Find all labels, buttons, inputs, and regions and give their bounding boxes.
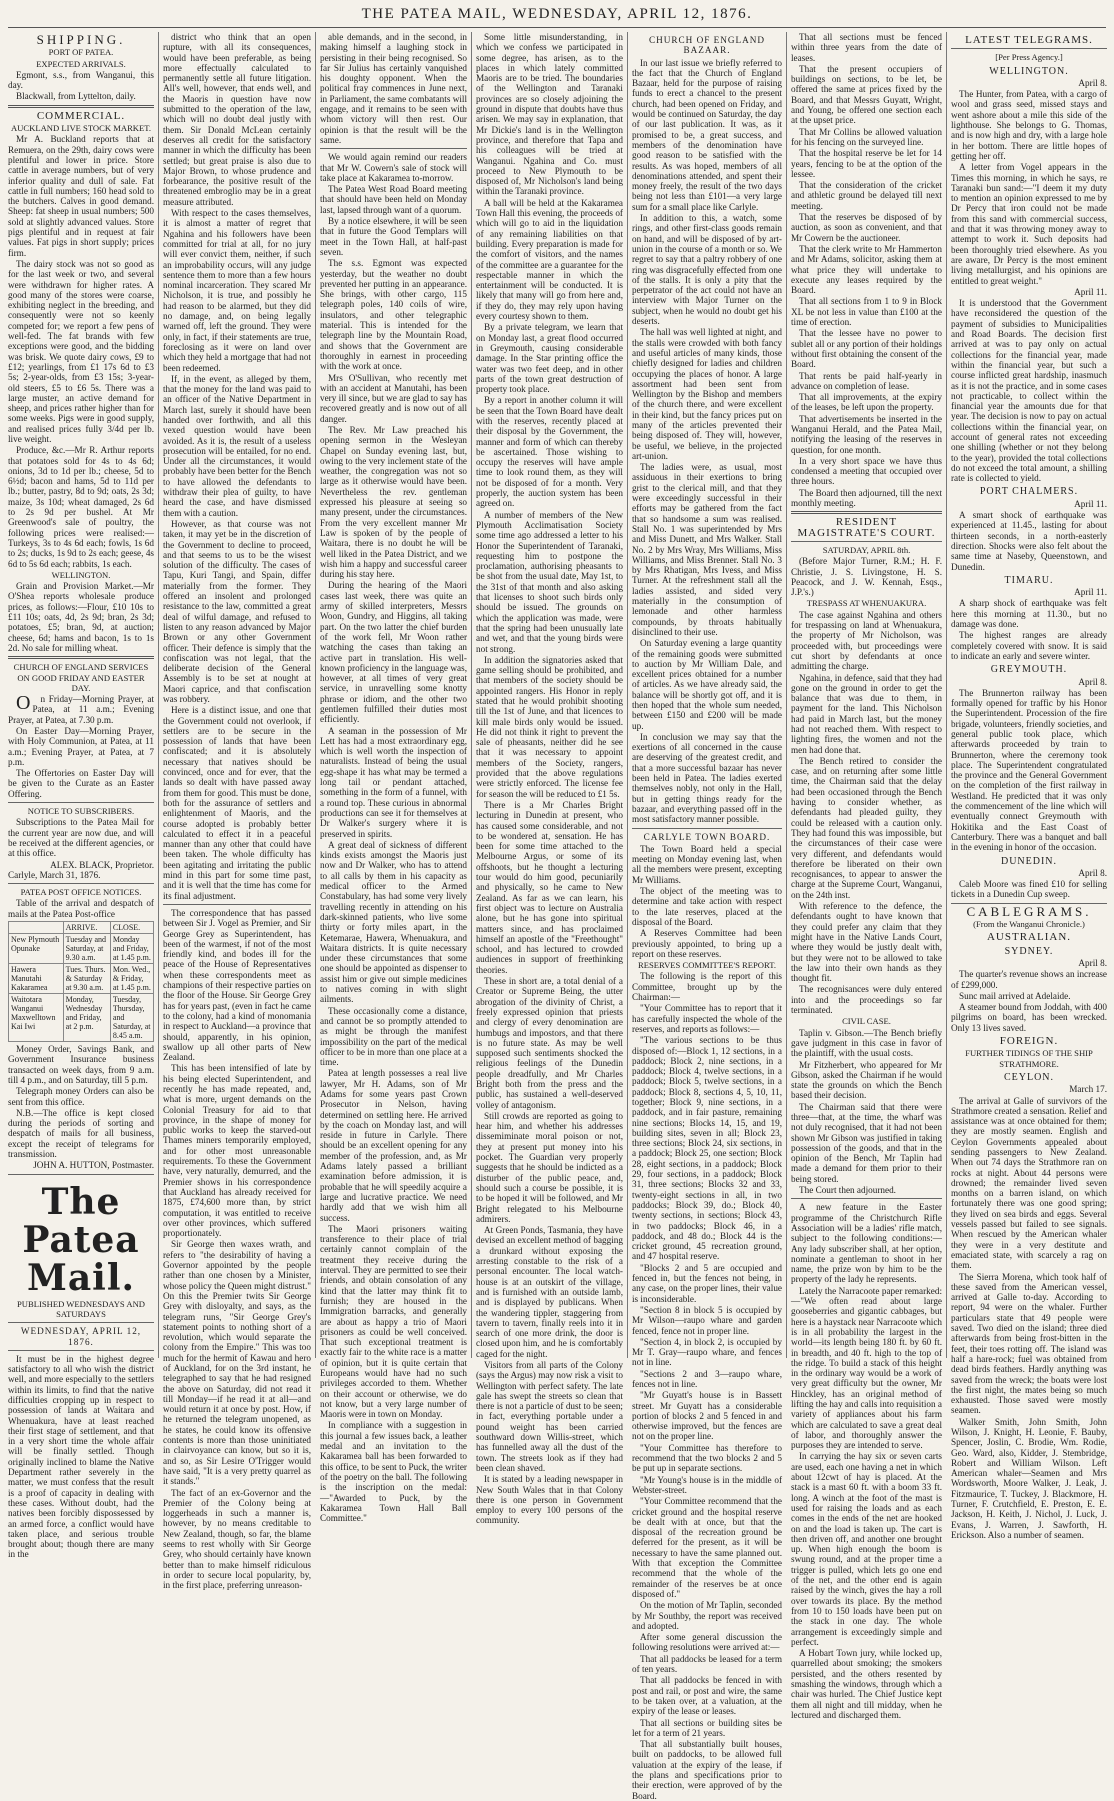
paragraph: In addition the signatories asked that game selling should be prohibited, and that members of the society should be appointed rangers. His Honor in reply stated that he would prohibit shooting till the 1st of June, and that licences to kill male birds only would be issued. He did not think it right to prevent the sale of pheasants, neither did he see that it was necessary to appoint members of the Society, rangers, provided that the above regulations were strictly enforced. The license fee for season the will be reduced to £1 5s. (476, 654, 623, 799)
divider (8, 656, 154, 659)
paragraph: The Hunter, from Patea, with a cargo of wool and grass seed, missed stays and went ashore about a mile this side of the lighthouse. She belongs to G. Thomas, and is now high and dry, with a large hole in her bottom. There are little hopes of getting her off. (951, 89, 1107, 161)
paragraph: Money Order, Savings Bank, and Government Insurance business transacted on week days, from 9 a.m. till 4 p.m., and on Saturday, till 5 p.m. (8, 1044, 154, 1085)
paragraph: There is a Mr Charles Bright lecturing in Dunedin at present, who has caused some considerable, and not to be wondered at, sensation. He has been for some time attached to the Melbourne Argus, or some of its offshoots, but he thought a lecturing tour would do him good, pecuniarily and physically, so he came to New Zealand. As far as we can learn, his first object was to lecture on Australia alone, but he has gone into spiritual matters since, and has proclaimed himself an apostle of the "Freethought" school, and has lectured to crowded audiences in support of freethinking theories. (476, 799, 623, 975)
divider (8, 1322, 154, 1323)
paragraph: Walker Smith, John Smith, John Wilson, J. Knight, H. Leonie, F. Bauby, Spencer, Joslin, C. Brodie, Wm. Rodie, Geo. Ward, also, Kidder, J. Stembridge, Robert and William Wilson. Left American whaler—Seamen and Mrs Wordsworth, Moore Walker, J. Leak, J. Fitzmaurice, T. Tuckey, J. Blackmore, H. Turner, F. Crutchfield, E. Preston, E. E. Jackson, H. Keith, J. Nichol, J. Luck, J. Evans, J. Warren, J. Sawforth, H. Erickson. Also a number of seamen. (951, 1416, 1107, 1540)
strathmore-heading: FURTHER TIDINGS OF THE SHIP STRATHMORE. (965, 1048, 1093, 1069)
paragraph: By a notice elsewhere, it will be seen that in future the Good Templars will meet in the Town Hall, at half-past seven. (320, 216, 467, 257)
divider (8, 1174, 154, 1175)
paragraph: A Reserves Committee had been previously appointed, to bring up a report on these reserves. (632, 928, 782, 959)
paragraph: Table of the arrival and despatch of mails at the Patea Post-office (8, 898, 154, 919)
paragraph: That all paddocks be fenced in with post and rail, or post and wire, the same to be taken over, at a valuation, at the expiry of the lease or leases. (632, 1675, 782, 1717)
wellington-heading: WELLINGTON. (51, 569, 111, 580)
paragraph: Caleb Moore was fined £10 for selling tickets in a Dunedin Cup sweep. (951, 879, 1107, 900)
column-divider (627, 32, 628, 1358)
paragraph: Mrs O'Sullivan, who recently met with an accident at Manutahi, has been very ill since, but we are glad to say has recovered greatly and is now out of all danger. (320, 372, 467, 424)
column-7 (951, 32, 1107, 1540)
paragraph: "Your Committee has therefore to recommend that the two blocks 2 and 5 be put up in separate sections. (632, 1442, 782, 1474)
paragraph: Ngahina, in defence, said that they had gone on the ground in order to get the balance that was due to them, in payment for the land. This Nicholson had paid in March last, but the money had not reached them. With respect to lighting fires, the women and not the men had done that. (791, 672, 942, 755)
paragraph: That all sections from 1 to 9 in Block XL be not less in value than £100 at the time of erection. (791, 296, 942, 328)
paragraph: "Mr Young's house is in the middle of Webster-street. (632, 1474, 782, 1495)
paragraph: That the reserves be disposed of by auction, as soon as convenient, and that Mr Cowern be the auctioneer. (791, 212, 942, 243)
column-divider (786, 32, 787, 1358)
paragraph: "Mr Guyatt's house is in Bassett street. Mr Guyatt has a considerable portion of blocks 2 and 5 fenced in and otherwise improved, but the fences are not on the proper line. (632, 1390, 782, 1442)
divider (8, 802, 154, 803)
column-2 (163, 32, 311, 1591)
church-services-heading: CHURCH OF ENGLAND SERVICES ON GOOD FRIDAY AND EASTER DAY. (13, 662, 149, 693)
place-heading: CEYLON. (1003, 1071, 1055, 1083)
table-cell: Tuesday and Saturday, at 9.30 a.m. (63, 934, 110, 964)
paragraph: able demands, and in the second, in making himself a laughing stock in persisting in their being recognised. So far Sir Julius has certainly vanquished his doughty opponent. When the political fray commences in June next, in Parliament, the same combatants will engage, and it remains to be seen with whom victory will then rest. Our opinion is that the result will be the same. (320, 32, 467, 145)
paragraph: Still crowds are reported as going to hear him, and whether his addresses dissemiminate moral poison or not, they at present put money into his pocket. The Guardian very properly suggests that he should be indicted as a disturber of the public peace, and, should such a course be possible, it is to be hoped it will be followed, and Mr Bright relegated to his Melbourne admirers. (476, 1110, 623, 1224)
paragraph: That the hospital reserve be let for 14 years, fencing to be at the option of the lessee. (791, 148, 942, 179)
paragraph: On the motion of Mr Taplin, seconded by Mr Southby, the report was received and adopted. (632, 1600, 782, 1631)
paragraph: A letter from Vogel appears in the Times this morning, in which he says, re Taranaki bun sand:—"I deem it my duty to mention an opinion expressed to me by Dr Percy that iron could not be made from this sand with commercial success, and that it was throwing money away to attempt to work it. Such deposits had been thoroughly tried elsewhere. As you are aware, Dr Percy is the most eminent living metallurgist, and his opinions are entitled to great weight." (951, 162, 1107, 286)
table-cell: Hawera Manutahi Kakaramea (9, 964, 64, 994)
paragraph: The dairy stock was not so good as for the last week or two, and several were withdrawn for higher rates. A good many of the stores were coarse, exhibiting neglect in the breeding, and consequently were not so keenly competed for; we report a few pens of well-fed. The fat brands with few exceptions were good, and the bidding was brisk. We quote dairy cows, £9 to £12; yearlings, from £1 17s 6d to £3 5s; 2-year-olds, from £3 15s; 3-year-old steers, £5 to £6 5s. There was a large muster, an active demand for sheep, and prices rather higher than for some weeks. Pigs were in good supply, and realised prices fully 3/4d per lb. live weight. (8, 258, 154, 444)
paragraph: It must be in the highest degree satisfactory to all who wish the district well, and more especially to the settlers within its limits, to find that the native difficulties cropping up in respect to possession of lands at Waitara and Whenuakura, have at least reached their first stage of settlement, and that in a very short time the whole affair will be finally settled. Though originally inclined to blame the Native Department rather severely in the matter, we must confess that the result is a proof of capacity in dealing with these cases. Without doubt, had the natives been forcibly dispossessed by an armed force, a conflict would have taken place, and serious trouble brought about; though there are many in the (8, 1353, 154, 1560)
paragraph: Mr A. Buckland reports that at Remuera, on the 29th, dairy cows were plentiful and lower in price. Store cattle in average numbers, but of very inferior quality and dull of sale. Fat cattle in full numbers; 160 head sold to the butchers. Calves in good demand. Sheep: fat sheep in usual numbers; 500 sold at slightly advanced values. Store pigs plentiful and in request at fair values. Fat pigs in short supply; prices firm. (8, 134, 154, 258)
table-cell: Monday and Friday, at 1.45 p.m. (110, 934, 153, 964)
paragraph: Taplin v. Gibson.—The Bench briefly gave judgment in this case in favor of the plaintiff, with the usual costs. (791, 1027, 942, 1059)
column-1 (8, 32, 154, 1560)
paragraph: In conclusion we may say that the exertions of all concerned in the cause are deserving of the greatest credit, and that a more successful bazaar has never been held in Patea. The ladies exerted themselves nobly, not only in the Hall, but in getting things ready for the bazaar, and everything passed off in the most satisfactory manner possible. (632, 731, 782, 825)
paragraph: It is stated by a leading newspaper in New South Wales that in that Colony there is one person in Government employ to every 100 persons of the community. (476, 1474, 623, 1526)
mail-table (8, 921, 154, 1042)
paragraph: In addition to this, a watch, some rings, and other first-class goods remain on hand, and will be disposed of by art-union in the course of a month or so. We regret to say that a paltry robbery of one ring was disgracefully effected from one of the stalls. It is only a pity that the perpetrator of the act could not have an interview with Major Turner on the subject, when he would no doubt get his deserts. (632, 213, 782, 327)
paragraph: Mr Fitzherbert, who appeared for Mr Gibson, asked the Chairman if he would state the grounds on which the Bench based their decision. (791, 1059, 942, 1101)
table-row (9, 934, 154, 964)
dispatch-date: April 8. (1078, 676, 1107, 687)
paragraph: A number of members of the New Plymouth Acclimatisation Society some time ago addressed a letter to his Honor the Superintendent of Taranaki, requesting him to postpone the proclamation, authorising pheasants to be shot from the usual date, May 1st, to the 31st of that month and also asking that licenses to shoot such birds only should be issued. The grounds on which the application was made, were that the spring had been unusually late and wet, and that the young birds were not strong. (476, 509, 623, 654)
trespass-heading: TRESPASS AT WHENUAKURA. (806, 598, 927, 609)
column-divider (946, 32, 947, 1358)
column-4 (476, 32, 623, 1526)
paragraph: On Friday—Morning Prayer, at Patea, at 11 a.m.; Evening Prayer, at Patea, at 7.30 p.m. (8, 692, 154, 725)
paragraph: That all sections or building sites be let for a term of 21 years. (632, 1717, 782, 1738)
dispatch-date: April 8. (1078, 957, 1107, 968)
paragraph: The ladies were, as usual, most assiduous in their exertions to bring grist to the clerical mill, and that they were exceedingly successful in their efforts may be gathered from the fact that so handsome a sum was realised. Stall No. 1 was superintended by Mrs and Miss Dunett, and Mrs Walker. Stall No. 2 by Mrs Wray, Mrs Williams, Miss Williams, and Miss Brenner. Stall No. 3 by Mrs Rhatigan, Mrs Ivess, and Miss Turner. At the refreshment stall all the ladies assisted, and sided very materially in the consumption of lemonade and other harmless compounds, by throats habitually disinclined to their use. (632, 462, 782, 637)
issue-dateline: WEDNESDAY, APRIL 12, 1876. (20, 1326, 142, 1347)
paragraph: During the hearing of the Maori cases last week, there was quite an army of skilled interpreters, Messrs Woon, Gundry, and Higgins, all taking part. On the two latter the chief burden of the work fell, Mr Woon rather watching the cases than taking an active part in translation. His well-known proficiency in the language was, however, at all times of very great service, in unravelling some knotty phrase or idiom, and the other two gentlemen fulfilled their duties most efficiently. (320, 580, 467, 725)
paragraph: The correspondence that has passed between Sir J. Vogel as Premier, and Sir George Grey as Superintendent, has been of the warmest, if not of the most friendly kind, and bodes ill for the peace of the House of Representatives when these correspondents meet as champions of their respective parties on the floor of the House. Sir George Grey has for years past, (even in fact he came to the colony, had a kind of monomania in respect to Auckland—a province that should, apparently, in his opinion, swallow up all other parts of New Zealand. (163, 907, 311, 1063)
paragraph: It is understood that the Government have reconsidered the question of the payment of subsidies to Municipalities and Road Boards. The decision first arrived at was to pay only on actual collections for the financial year, made within the financial year, but such a course inflicted great hardship, inasmuch as it is not the practice, and in some cases not practicable, to collect within the financial year the amounts due for that year. The decision is now to pay on actual collections within the financial year, on account of general rates not exceeding one shilling (whether or not they belong to the year), provided the total collections do not exceed the total amount, a shilling rate is collected to yield. (951, 298, 1107, 484)
paragraph: That rents be paid half-yearly in advance on completion of lease. (791, 370, 942, 391)
market-heading: AUCKLAND LIVE STOCK MARKET. (10, 123, 152, 134)
place-heading: DUNEDIN. (1000, 855, 1058, 867)
paragraph: By a private telegram, we learn that on Monday last, a great flood occurred in Greymouth, causing considerable damage. In the Star printing office the water was two feet deep, and in other parts of the town great destruction of property took place. (476, 322, 623, 395)
paragraph: That all substantially built houses, built on paddocks, to be allowed full valuation at the expiry of the lease, if the plans and specifications prior to their erection, were approved of by the Board. (632, 1739, 782, 1801)
paragraph: That the clerk write to Mr Hammerton and Mr Adams, solicitor, asking them at what price they will undertake to execute any leases required by the Board. (791, 243, 942, 296)
dispatch-date: April 8. (1078, 867, 1107, 878)
divider (791, 1198, 942, 1199)
commercial-heading: COMMERCIAL. (36, 109, 126, 122)
report-heading: RESERVES COMMITTEE'S REPORT. (638, 960, 776, 971)
table-cell: Tues. Thurs. & Saturday at 9.30 a.m. (63, 964, 110, 994)
paragraph: "Your Committee has to report that it has carefully inspected the whole of the reserves, and reports as follows:— (632, 1003, 782, 1034)
divider (791, 511, 942, 514)
paragraph: Subscriptions to the Patea Mail for the current year are now due, and will be received at the different agencies, or at this office. (8, 817, 154, 859)
page-masthead: THE PATEA MAIL, WEDNESDAY, APRIL 12, 1876. (361, 6, 753, 22)
dispatch-date: April 8. (1078, 77, 1107, 88)
paragraph: On Saturday evening a large quantity of the remaining goods were submitted to auction by Mr William Dale, and excellent prices obtained for a number of articles. As we have already said, the balance will be shortly got off, and it is then hoped that the whole sum needed, between £150 and £200 will be made up. (632, 638, 782, 731)
paragraph: Lately the Narracoote paper remarked:—"We often read about large gooseberries and gigantic cabbages, but here is a haystack near Narracoote which is in all probability the largest in the world—its length being 180 ft. by 60 ft. in breadth, and 40 ft. high to the top of the ridge. To build a stack of this height in the ordinary way would be a work of very great difficulty but the owner, Mr Hinckley, has an original method of lifting the hay and calls into requisition a variety of appliances about his farm which are calculated to save a great deal of labor, and thoroughly answer the purposes they are intended to serve. (791, 1285, 943, 1451)
paragraph: That all sections must be fenced within three years from the date of leases. (791, 32, 942, 63)
paragraph: The Maori prisoners waiting transference to their place of trial certainly cannot complain of the treatment they receive during the interval. They are permitted to see their friends, and obtain consolation of any kind that the latter may think fit to furnish; they are housed in the Immigration barracks, and generally are about as happy a trio of Maori prisoners as could be well conceived. That such exceptional treatment is exactly fair to the white race is a matter of opinion, but it is quite certain that Europeans would have had no such privileges accorded to them. Whether on their account or otherwise, we do not know, but a very large number of Maoris were in town on Monday. (320, 1223, 467, 1420)
paragraph: Patea at length possesses a real live lawyer, Mr H. Adams, son of Mr Adams for some years past Crown Prosecutor in Nelson, having determined on settling here. He arrived by the coach on Monday last, and will reside in future in Carlyle. There should be an excellent opening for any member of the profession, and, as Mr Adams lately passed a brilliant examination before admission, it is probable that he will speedily acquire a large and lucrative practice. We need hardly add that we wish him all success. (320, 1068, 467, 1223)
table-header-row (9, 922, 154, 934)
masthead-rule (8, 27, 1106, 28)
paragraph: Produce, &c.—Mr R. Arthur reports that potatoes sold for 4s to 4s 6d; onions, 3d to 1d per lb.; cheese, 5d to 6½d; bacon and hams, 5d to 11d per lb.; butter, pastry, 8d to 9d; oats, 2s 3d; maize, 3s 10d; wheat damaged, 2s 6d to 2s 9d per bushel. At Mr Greenwood's sale of poultry, the following prices were realised:—Turkeys, 3s to 4s 6d each; fowls, 1s 6d to 2s; ducks, 1s 9d to 2s each; geese, 4s 6d to 5s 6d each; rabbits, 1s each. (8, 445, 154, 569)
paragraph: That all paddocks be leased for a term of ten years. (632, 1653, 782, 1675)
paragraph: The Rev. Mr Law preached his opening sermon in the Wesleyan Chapel on Sunday evening last, but, owing to the very inclement state of the weather, the congregation was not so large as it otherwise would have been. Nevertheless the rev. gentleman expressed his pleasure at seeing so many present, under the circumstances. From the very excellent manner Mr Law is spoken of by the people of Waitara, there is no doubt he will be well liked in the Patea District, and we wish him a happy and successful career during his stay here. (320, 424, 467, 580)
divider (632, 828, 782, 829)
paragraph: A great deal of sickness of different kinds exists amongst the Maoris just now and Dr Walker, who has to attend to all calls by them in his capacity as medical officer to the Armed Constabulary, has had some very lively travelling recently in attending on his dark-skinned patients, who live some thirty or forty miles apart, in the Ketemarae, Hawera, Whenuakura, and Waitara districts. It is quite necessary under these circumstances that some one should be appointed as dispenser to assist him or give out simple medicines to natives coming in with slight ailments. (320, 839, 467, 1005)
paragraph: That the consideration of the cricket and athletic ground be delayed till next meeting. (791, 180, 942, 211)
cablegrams-heading: CABLEGRAMS. (966, 903, 1092, 919)
paragraph: With respect to the cases themselves, it is almost a matter of regret that Ngahina and his followers have been committed for trial at all, for no jury will ever convict them, neither, if such an improbability occurs, will any judge sentence them to more than a few hours nominal incarceration. They scared Mr Nicholson, it is true, and possibly he had reason to be alarmed, but they did no damage, and, on being legally warned off, left the ground. They were only, in fact, if their statements are true, foreclosing as it were on land over which they held a mortgage that had not been redeemed. (163, 208, 311, 373)
paragraph: The Brunnerton railway has been formally opened for traffic by his Honor the Superintendent. Procession of the fire brigade, volunteers, friendly societies, and general public took place, which afterwards proceeded by train to Brunnerton, where the ceremony took place. The Superintendent congratulated the province and the General Government on the completion of the first railway in Westland. He predicted that it was only the commencement of the line which will eventually connect Greymouth with Hokitika and the East Coast of Canterbury. There was a banquet and ball in the evening in honor of the occasion. (951, 687, 1107, 853)
divider (320, 148, 467, 149)
paragraph: In our last issue we briefly referred to the fact that the Church of England Bazaar, held for the purpose of raising funds to erect a chancel to the present church, had been opened on Friday, and would be continued on Saturday, the day of our last publication. It was, as it promised to be, a great success, and members of the denomination have good reason to be satisfied with the results. As was hoped, members of all denominations attended, and spent their money freely, the result of the two days being not less than £101—a very large sum for a small place like Carlyle. (632, 57, 782, 212)
paragraph: The Board then adjourned, till the next monthly meeting. (791, 487, 942, 509)
press-agency-note: [Per Press Agency.] (995, 52, 1063, 63)
paragraph: "Section 8 in block 5 is occupied by Mr Wilson—raupo whare and garden fenced, fence not in proper line. (632, 1304, 782, 1336)
paragraph: A smart shock of earthquake was experienced at 11.45., lasting for about thirteen seconds, in a north-easterly direction. Shocks were also felt about the same time at Naseby, Queenstown, and Dunedin. (951, 510, 1107, 572)
place-heading: PORT CHALMERS. (979, 486, 1079, 498)
paragraph: "The various sections to be thus disposed of:—Block 1, 12 sections, in a paddock; Block 2, nine sections, in a paddock; Block 4, twelve sections, in a paddock; Block 5, twelve sections, in a paddock; Block 8, sections 4, 5, 10, 11, together; Block 9, nine sections, in a paddock, and in fair pasture, remaining nine sections; Blocks 14, 15, and 19, building sites, seven in all; Block 23, three sections; Block 24, six sections, in a paddock; Block 25, one section; Block 28, eight sections, in a paddock; Block 29, four sections, in a paddock; Block 31, three sections; Blocks 32 and 33, twenty-eight sections in all, in two paddocks; Block 39, do.; Block 40, twenty sections, in sections; Block 43, in two paddocks; Block 46, in a paddock, and 48 do.; Block 44 is the cricket ground, 45 recreation ground, and 47 hospital reserve. (632, 1035, 782, 1262)
published-line: PUBLISHED WEDNESDAYS AND SATURDAYS (17, 1298, 145, 1319)
table-header-cell: CLOSE. (110, 922, 153, 934)
dispatch-date: April 11. (1074, 587, 1107, 598)
paragraph: At Green Ponds, Tasmania, they have devised an excellent method of bagging a drunkard without exposing the arresting constable to the risk of a personal encounter. The local watch-house is at an outskirt of the village, and is furnished with an outside lamb, and is displayed by publicans. When the wandering tippler, staggering from tavern to tavern, finally reels into it in search of one more drink, the door is closed upon him, and he is comfortably caged for the night. (476, 1225, 623, 1359)
paragraph: The s.s. Egmont was expected yesterday, but the weather no doubt prevented her putting in an appearance. She brings, with other cargo, 115 telegraph poles, 140 coils of wire, insulators, and other telegraphic material. This is intended for the telegraph line by the Mountain Road, and shows that the Government are thoroughly in earnest in proceeding with the work at once. (320, 258, 467, 372)
dispatch-date: April 11. (1074, 286, 1107, 297)
place-heading: TIMARU. (1004, 574, 1054, 586)
town-board-heading: CARLYLE TOWN BOARD. (643, 831, 771, 842)
column-divider (315, 32, 316, 1358)
port-heading: PORT OF PATEA. (48, 47, 114, 58)
post-office-heading: PATEA POST OFFICE NOTICES. (20, 887, 142, 898)
paragraph: Telegraph money Orders can also be sent from this office. (8, 1086, 154, 1107)
expected-heading: EXPECTED ARRIVALS. (36, 58, 126, 69)
paragraph: On Easter Day—Morning Prayer, with Holy Communion, at Patea, at 11 a.m.; Evening Prayer, at Patea, at 7 p.m. (8, 726, 154, 767)
paragraph: Sir George then waxes wrath, and refers to "the desirability of having a Governor appointed by the people rather than one chosen by a Minister, whose policy the Queen might distrust." On this the Premier twits Sir George Grey with disloyalty, and says, as the telegram runs, "Sir George Grey's statement points to nothing short of a revolution, which would separate the colony from the Empire." This was too much for the hermit of Kawau and hero of Auckland, for on the 3rd instant, he telegraphed to say that he had resigned the above on Saturday, did not read it till Monday—if he read it at all—and would return it at once by post. How, if he returned the telegram unopened, as he states, he could know its offensive contents is more than those uninitiated in clairvoyance can know, but so it is, and so, as Sir Lesire O'Trigger would have said, "It is a very pretty quarrel as it stands." (163, 1239, 311, 1487)
paragraph: In carrying the hay six or seven carts are used, each one having a net in which about 12cwt of hay is placed. At the stack is a mast 60 ft. with a boom 33 ft. long. A winch at the foot of the mast is used for raising the loads and as each comes in the ends of the net are hooked on and the load is taken up. The cart is then driven off, and another one brought up. When high enough the boom is swung round, and at the proper time a trigger is pulled, which lets go one end of the net, and the other end is again raised by the winch, gives the hay a roll over towards its place. By the method from 10 to 150 loads have been put on the stack in one day. The whole arrangement is exceedingly simple and perfect. (791, 1451, 942, 1647)
paragraph: By a report in another column it will be seen that the Town Board have dealt with the reserves, recently placed at their disposal by the Government, the manner and form of which can thereby be ascertained. Those wishing to occupy the reserves will have ample time to look round them, as they will not be disposed of for a month. Very properly, the auction system has been agreed on. (476, 395, 623, 509)
table-cell: Tuesday, Thursday, and Saturday, at 8.45 a.m. (110, 994, 153, 1042)
paragraph: A Hobart Town jury, while locked up, quarrelled about smoking; the smokers persisted, and the others resented by smashing the windows, through which a chair was hurled. The Chief Justice kept them all night and till midday, when he lectured and discharged them. (791, 1648, 942, 1720)
table-header-cell: ARRIVE. (63, 922, 110, 934)
divider (163, 904, 311, 905)
civil-case-heading: CIVIL CASE. (842, 1016, 891, 1027)
paragraph: In compliance with a suggestion in this journal a few issues back, a leather medal and an invitation to the Kakaramea ball has been forwarded to this office, to be sent to Puck, the writer of the poetry on the ball. The following is the inscription on the medal:—"Awarded to Puck, by the Kakaramea Town Hall Ball Committee." (320, 1420, 467, 1524)
paragraph: The case against Ngahina and others for trespassing on land at Whenuakura, the property of Mr Nicholson, was proceeded with, but proceedings were cut short by defendants at once admitting the charge. (791, 609, 942, 672)
paragraph: "Section 4, in block 2, is occupied by Mr T. Gray—raupo whare, and fences not in line. (632, 1336, 782, 1368)
paragraph: The Chairman said that there were three—that, at the time, the wharf was not duly recognised, that it had not been shown Mr Gibson was justified in taking possession of the goods, and that in the opinion of the Bench, Mr Taplin had made a demand for them prior to their being stored. (791, 1101, 942, 1184)
table-cell: Mon. Wed., & Friday, at 1.45 p.m. (110, 964, 153, 994)
signature: ALEX. BLACK, Proprietor. (50, 859, 154, 870)
paper-title: The Patea Mail. (22, 1180, 140, 1299)
divider (8, 1350, 154, 1351)
paragraph: "Sections 2 and 3—raupo whare, fences not in line. (632, 1368, 782, 1389)
paragraph: A new feature in the Easter programme of the Christchurch Rifle Association will be a ladies' rifle match, subject to the following conditions:—Any lady subscriber shall, at her option, nominate a gentleman to shoot in her name, the prize won by him to be the property of the lady he represents. (791, 1202, 942, 1285)
rm-court-heading: RESIDENT MAGISTRATE'S COURT. (797, 516, 936, 539)
paragraph: district who think that an open rupture, with all its consequences, would have been preferable, as being more effectually calculated to permanently settle all future litigation. All's well, however, that ends well, and the Maoris in question have now submitted to the operation of the law, which will no doubt deal justly with them. Sir Donald McLean certainly deserves all credit for the satisfactory manner in which the difficulty has been settled; but great praise is also due to Major Brown, to whose prudence and forbearance, the positive result of the threatened embroglio may be in a great measure attributed. (163, 32, 311, 207)
place-heading: WELLINGTON. (989, 65, 1069, 77)
paragraph: A sharp shock of earthquake was felt here this morning at 11.30., but no damage was done. (951, 598, 1107, 630)
paragraph: The Court then adjourned. (799, 1185, 896, 1196)
paragraph: (Before Major Turner, R.M.; H. F. Christie, J. S. Livingstone, H. S. Peacock, and J. W. Kennah, Esqs., J.P.'s.) (791, 556, 942, 598)
signature-date: Carlyle, March 31, 1876. (8, 869, 101, 880)
paragraph: The highest ranges are already completely covered with snow. It is said to indicate an early and severe winter. (951, 630, 1107, 661)
paragraph: Visitors from all parts of the Colony (says the Argus) may now risk a visit to Wellington with perfect safety. The late gale has swept the streets so clean that there is not a particle of dust to be seen; in fact, everything portable under a pound weight has been carried southward down Willis-street, which has funnelled away all the dust of the town. The streets look as if they had been clean shaved. (476, 1360, 623, 1473)
paragraph: The quarter's revenue shows an increase of £299,000. (951, 969, 1107, 990)
notice-heading: NOTICE TO SUBSCRIBERS. (27, 806, 135, 817)
paragraph: The object of the meeting was to determine and take action with respect to the late reserves, placed at the disposal of the Board. (632, 886, 782, 927)
latest-telegrams-heading: LATEST TELEGRAMS. (965, 34, 1093, 46)
divider (951, 48, 1107, 49)
paragraph: The hall was well lighted at night, and the stalls were crowded with both fancy and useful articles of many kinds, those chiefly designed for ladies and children occupying the places of honor. A large assortment had been sent from Wellington by the Bishop and members of the church there, and were excellent in their kind, but the fancy prices put on many of the articles prevented their being disposed of. They will, however, be useful, we believe, in the projected art-union. (632, 327, 782, 461)
divider (791, 541, 942, 542)
chronicle-note: (From the Wanganui Chronicle.) (973, 919, 1085, 930)
paragraph: The Patea West Road Board meeting that should have been held on Monday last, lapsed through want of a quorum. (320, 184, 467, 215)
table-row (9, 994, 154, 1042)
column-3 (320, 32, 467, 1524)
paragraph: The following is the report of this Committee, brought up by the Chairman:— (632, 971, 782, 1003)
foreign-heading: FOREIGN. (999, 1035, 1059, 1048)
table-cell: New Plymouth Opunake (9, 934, 64, 964)
place-heading: SYDNEY. (1004, 945, 1054, 957)
paragraph: Blackwall, from Lyttelton, daily. (16, 91, 136, 102)
paragraph: The Town Board held a special meeting on Monday evening last, when all the members were present, excepting Mr Williams. (632, 843, 782, 885)
paragraph: Here is a distinct issue, and one that the Government could not overlook, if settlers are to be secure in the possession of lands that have been confiscated; and it is absolutely necessary that natives should be convinced, once and for ever, that the lands so dealt with have passed away from them for good. This must be done, both for the assurance of settlers and enlightenment of Maoris, and the course adopted is probably better calculated to effect it in a peaceful manner than any other that could have been taken. The whole difficulty has been agitating and irritating the public mind in this part for some time past, and it is well that the time has come for its final adjustment. (163, 705, 311, 901)
column-divider (158, 32, 159, 1358)
paragraph: The fact of an ex-Governor and the Premier of the Colony being at loggerheads in such a manner is, however, by no means creditable to New Zealand, though, so far, the blame seems to rest wholly with Sir George Grey, who should certainly have known better than to make himself ridiculous in order to secure local popularity, by, in the first place, preferring unreason- (163, 1487, 311, 1591)
paragraph: The Sierra Morena, which took half of these saved from the American vessel, arrived at Galle to-day. According to report, 94 were on the whaler. Further particulars state that 49 people were saved. Two died on the island; three died afterwards from being frost-bitten in the feet, their toes rotting off. The island was half a hare-rock; fuel was obtained from dead birds feathers. Hardly anything was saved from the wreck; the boats were lost the first night, the mates being so much exhausted. Those saved were mostly seamen. (951, 1271, 1107, 1416)
paragraph: In a very short space we have thus condensed a meeting that occupied over three hours. (791, 455, 942, 487)
divider (8, 105, 154, 108)
paragraph: A seaman in the possession of Mr Lett has had a most extraordinary egg, which is well worth the inspection of naturalists. Instead of being the usual egg-shape it has what may be termed a long tail or pendant attached, something in the form of a funnel, with a round top. These curious in abnormal productions can see it for themselves at Dr Walker's surgery where it is preserved in spirits. (320, 725, 467, 839)
paragraph: Some little misunderstanding, in which we confess we participated in some degree, has arisen, as to the places in which lately committed Maoris are to be tried. The boundaries of the Wellington and Taranaki provinces are so closely adjoining the ground in dispute that doubts have thus arisen. We may say in explanation, that Mr Dickie's land is in the Wellington province, and therefore that Tapa and his colleagues will be tried at Wanganui. Ngahina and Co. must proceed to New Plymouth to be disposed of, Mr Nicholson's land being within the Taranaki province. (476, 32, 623, 197)
column-divider (471, 32, 472, 1358)
paragraph: The recognisances were duly entered into and the proceedings so far terminated. (791, 984, 942, 1016)
paragraph: "Blocks 2 and 5 are occupied and fenced in, but the fences not being, in any case, on the proper lines, their value is inconsiderable. (632, 1262, 782, 1304)
paragraph: That Mr Collins be allowed valuation for his fencing on the surveyed line. (791, 126, 942, 147)
dispatch-date: March 17. (1069, 1084, 1107, 1095)
paragraph: Sunc mail arrived at Adelaide. (959, 990, 1071, 1001)
bazaar-heading: CHURCH OF ENGLAND BAZAAR. (648, 35, 766, 56)
australian-heading: AUSTRALIAN. (986, 931, 1072, 944)
paragraph: That all improvements, at the expiry of the leases, be left upon the property. (791, 392, 942, 413)
paragraph: After some general discussion the following resolutions were arrived at:— (632, 1632, 782, 1653)
divider (8, 883, 154, 884)
dispatch-date: April 11. (1074, 498, 1107, 509)
paragraph: This has been intensified of late by his being elected Superintendent, and recently he has made repeated, and, what is more, urgent demands on the Colonial Treasury for aid to that province, in the shape of money for public works to keep the starved-out Thames miners temporarily employed, and for other most unreasonable requirements. To these the Government have, very naturally, demurred, and the Premier shows in his correspondence that Auckland has already received for 1875, £74,600 more than, by strict computation, it was entitled to receive over other provinces, which suffered proportionately. (163, 1063, 311, 1239)
paragraph: The Offertories on Easter Day will be given to the Curate as an Easter Offering. (8, 768, 154, 799)
table-header-cell (9, 922, 64, 934)
column-6 (791, 32, 943, 1720)
column-5 (632, 32, 782, 1801)
paragraph: These in short are, a total denial of a Creator or Supreme Being, the utter abrogation of the divinity of Christ, a freely expressed opinion that priests and clergy of every denomination are humbugs and impostors, and that there is no future state. As may be well supposed such sentiments shocked the religious feelings of the Dunedin people dreadfully, and Mr Charles Bright both from the press and the public, has sustained a well-deserved volley of antagonism. (476, 976, 623, 1110)
paragraph: With reference to the defence, the defendants ought to have known that they could prefer any claim that they might have in the Native Lands Court, where they would be justly dealt with, but they were not to be allowed to take the law into their own hands as they thought fit. (791, 901, 942, 984)
place-heading: GREYMOUTH. (990, 664, 1068, 676)
table-row (9, 964, 154, 994)
paragraph: Grain and Provision Market.—Mr O'Shea reports wholesale produce prices, as follows:—Flour, £10 10s to £11 10s; oats, 4d, 2s 9d; bran, 2s 3d; potatoes, £5; bran, 9d, at auction; cheese, 6d; hams and bacon, 1s to 1s 2d. No sale for milling wheat. (8, 581, 154, 653)
paragraph: Egmont, s.s., from Wanganui, this day. (8, 69, 154, 91)
paragraph: "Your Committee recommend that the cricket ground and the hospital reserve be dealt with at once, but that the disposal of the recreation ground be deferred for the present, as it will be necessary to have the same planned out. With that exception the Committee recommend that the whole of the remainder of the reserves be at once disposed of." (632, 1496, 782, 1599)
paragraph: The Bench retired to consider the case, and on returning after some little time, the Chairman said that the delay had been occasioned through the Bench having to consider whether, as defendants had pleaded guilty, they could be released with a caution only. They had found this was impossible, but the circumstances of their case were very different, and defendants would therefore be liberated on their own recognisances, to appear to answer the charge at the Supreme Court, Wanganui, on the 24th inst. (791, 755, 942, 900)
table-cell: Waitotara Wanganui Maxwelltown Kai Iwi (9, 994, 64, 1042)
court-date: SATURDAY, APRIL 8th. (822, 544, 911, 555)
paragraph: A ball will be held at the Kakaramea Town Hall this evening, the proceeds of which will go to aid in the liquidation of any remaining liabilities on that building. Every preparation is made for the comfort of visitors, and the names of the committee are a guarantee for the respectable manner in which the entertainment will be conducted. It is likely that many will go from here and, if they do, they may rely upon having every courtesy shown to them. (476, 197, 623, 322)
signature: JOHN A. HUTTON, Postmaster. (33, 1160, 154, 1171)
paragraph: That advertisements be inserted in the Wanganui Herald, and the Patea Mail, notifying the leasing of the reserves in question, for one month. (791, 413, 942, 455)
paragraph: A steamer bound from Joddah, with 400 pilgrims on board, has been wrecked. Only 13 lives saved. (951, 1002, 1107, 1033)
paragraph: N.B.—The office is kept closed during the periods of sorting and despatch of mails for all business, except the receipt of telegrams for transmission. (8, 1107, 154, 1160)
paragraph: The arrival at Galle of survivors of the Strathmore created a sensation. Relief and assistance was at once obtained for them; they are mostly seamen. English and Ceylon Governments appealed about sending passengers to New Zealand. When out 74 days the Strathmore ran on rocks at night. About 44 persons were drowned; the remainder lived seven months on a barren island, on which fortunately there was one good spring; they lived on sea birds and eggs. Several vessels passed but failed to see signals. When rescued by the American whaler they were in a very destitute and emaciated state, with scarcely a rag on them. (951, 1095, 1107, 1271)
paragraph: That the present occupiers of buildings on sections, to be let, be offered the same at prices fixed by the Board, and that Messrs Guyatt, Wright, and Young, be offered one section each at the upset price. (791, 63, 942, 126)
shipping-heading: SHIPPING. (36, 32, 126, 47)
paragraph: That the lessee have no power to sublet all or any portion of their holdings without first obtaining the consent of the Board. (791, 328, 942, 370)
paragraph: If, in the event, as alleged by them, that the money for the land was paid to an officer of the Native Department in March last, surely it should have been handed over forthwith, and all this vexed question would have been avoided. As it is, the result of a useless prosecution will be entailed, for no end. Under all the circumstances, it would probably have been better for the Bench to have allowed the defendants to withdraw their plea of guilty, to have heard the case, and have dismissed them with a caution. (163, 373, 311, 518)
paragraph: We would again remind our readers that Mr W. Cowern's sale of stock will take place at Kakaramea to-morrow. (320, 152, 467, 183)
paragraph: However, as that course was not taken, it may yet be in the discretion of the Government to decline to proceed, and that seems to us to be the wisest solution of the difficulty. The cases of Tapu, Kuri Tangi, and Spain, differ materially from the former. They offered an insolent and prolonged resistance to the law, committed a great deal of wilful damage, and refused to listen to any reason advanced by Major Brown or any other Government officer. Their defence is simply that the confiscation was not legal, that the deliberate decision of the General Assembly is to be set at nought at Maori caprice, and that confiscation was robbery. (163, 518, 311, 704)
table-cell: Monday, Wednesday and Friday, at 2 p.m. (63, 994, 110, 1042)
paragraph: These occasionally come a distance, and cannot be so promptly attended to as might be through the manifest impossibility on the part of the medical officer to be in more than one place at a time. (320, 1005, 467, 1068)
